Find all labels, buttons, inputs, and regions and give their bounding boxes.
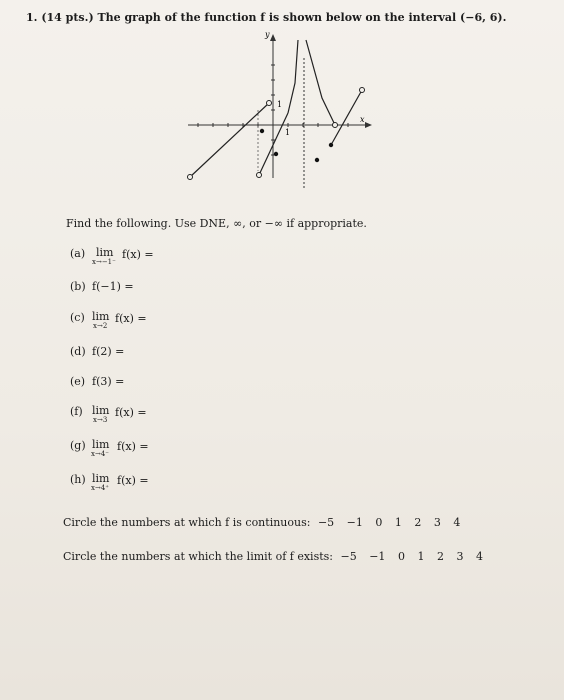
part-d-expression: f(2) =	[92, 345, 125, 358]
limit-subscript: x→3	[93, 416, 108, 424]
choice-number[interactable]: 3	[456, 550, 464, 563]
limit-subscript: x→4⁻	[91, 450, 109, 458]
limit-exists-question	[63, 551, 492, 562]
part-c-limit	[92, 310, 162, 332]
curve-right-descending	[306, 40, 335, 125]
limit-subscript: x→4⁺	[91, 484, 109, 492]
part-a-limit	[92, 246, 172, 268]
curve-left-segment	[190, 103, 269, 177]
limit-expression: f(x) =	[115, 406, 147, 419]
part-g-label: (g)	[70, 439, 86, 452]
part-f-limit	[92, 404, 162, 426]
choice-number[interactable]: 1	[417, 550, 425, 563]
part-e-label: (e)	[70, 375, 86, 388]
limit-subscript: x→−1⁻	[92, 258, 116, 266]
choice-number[interactable]: 4	[475, 550, 483, 563]
choice-number[interactable]: 3	[433, 516, 441, 529]
choice-number[interactable]: −1	[346, 516, 363, 529]
part-e-expression: f(3) =	[92, 375, 125, 388]
choice-number[interactable]: −5	[317, 516, 335, 529]
y-axis-arrow-icon	[270, 34, 276, 41]
part-d-label: (d)	[70, 345, 86, 358]
choice-number[interactable]: 0	[397, 550, 405, 563]
problem-heading: 1. (14 pts.) The graph of the function f is shown below on the interval (−6, 6).	[26, 11, 507, 24]
continuity-choices	[318, 516, 469, 529]
filled-point	[329, 143, 333, 147]
limit-word: lim	[92, 310, 110, 323]
x-axis-arrow-icon	[365, 122, 372, 128]
curve-right-ascending	[331, 90, 362, 145]
choice-number[interactable]: 0	[375, 516, 383, 529]
limit-word: lim	[92, 472, 110, 485]
filled-point	[260, 129, 264, 133]
continuity-prompt: Circle the numbers at which f is continuous:	[63, 516, 311, 529]
limit-word: lim	[92, 438, 110, 451]
instructions: Find the following. Use DNE, ∞, or −∞ if appropriate.	[66, 217, 367, 230]
choice-number[interactable]: −5	[340, 550, 357, 563]
part-b-expression: f(−1) =	[92, 280, 134, 293]
part-c-label: (c)	[70, 311, 85, 324]
function-graph	[180, 28, 380, 188]
choice-number[interactable]: −1	[369, 550, 386, 563]
limit-exists-choices	[341, 550, 492, 563]
part-g-limit	[92, 438, 162, 460]
continuity-question	[63, 517, 469, 528]
choice-number[interactable]: 4	[453, 516, 461, 529]
tick-label-x-one: 1	[285, 128, 291, 137]
limit-expression: f(x) =	[122, 248, 154, 261]
limit-word: lim	[92, 404, 110, 417]
filled-point	[315, 158, 319, 162]
open-point	[333, 123, 338, 128]
open-point	[267, 101, 272, 106]
x-axis-label: x	[360, 115, 365, 124]
part-h-label: (h)	[70, 473, 86, 486]
limit-expression: f(x) =	[115, 312, 147, 325]
open-point	[257, 173, 262, 178]
limit-expression: f(x) =	[117, 440, 149, 453]
tick-label-y-one: 1	[277, 100, 283, 109]
part-b-label: (b)	[70, 280, 86, 293]
limit-subscript: x→2	[93, 322, 108, 330]
open-point	[188, 175, 193, 180]
open-point	[360, 88, 365, 93]
filled-point	[274, 152, 278, 156]
limit-exists-prompt: Circle the numbers at which the limit of f exists:	[63, 550, 333, 563]
part-a-label: (a)	[70, 247, 86, 260]
part-h-limit	[92, 472, 162, 494]
y-axis-label: y	[265, 30, 270, 39]
limit-expression: f(x) =	[117, 474, 149, 487]
part-f-label: (f)	[70, 405, 83, 418]
choice-number[interactable]: 1	[394, 516, 402, 529]
curve-middle-upper	[288, 40, 298, 113]
choice-number[interactable]: 2	[414, 516, 422, 529]
limit-word: lim	[96, 246, 114, 259]
choice-number[interactable]: 2	[436, 550, 444, 563]
